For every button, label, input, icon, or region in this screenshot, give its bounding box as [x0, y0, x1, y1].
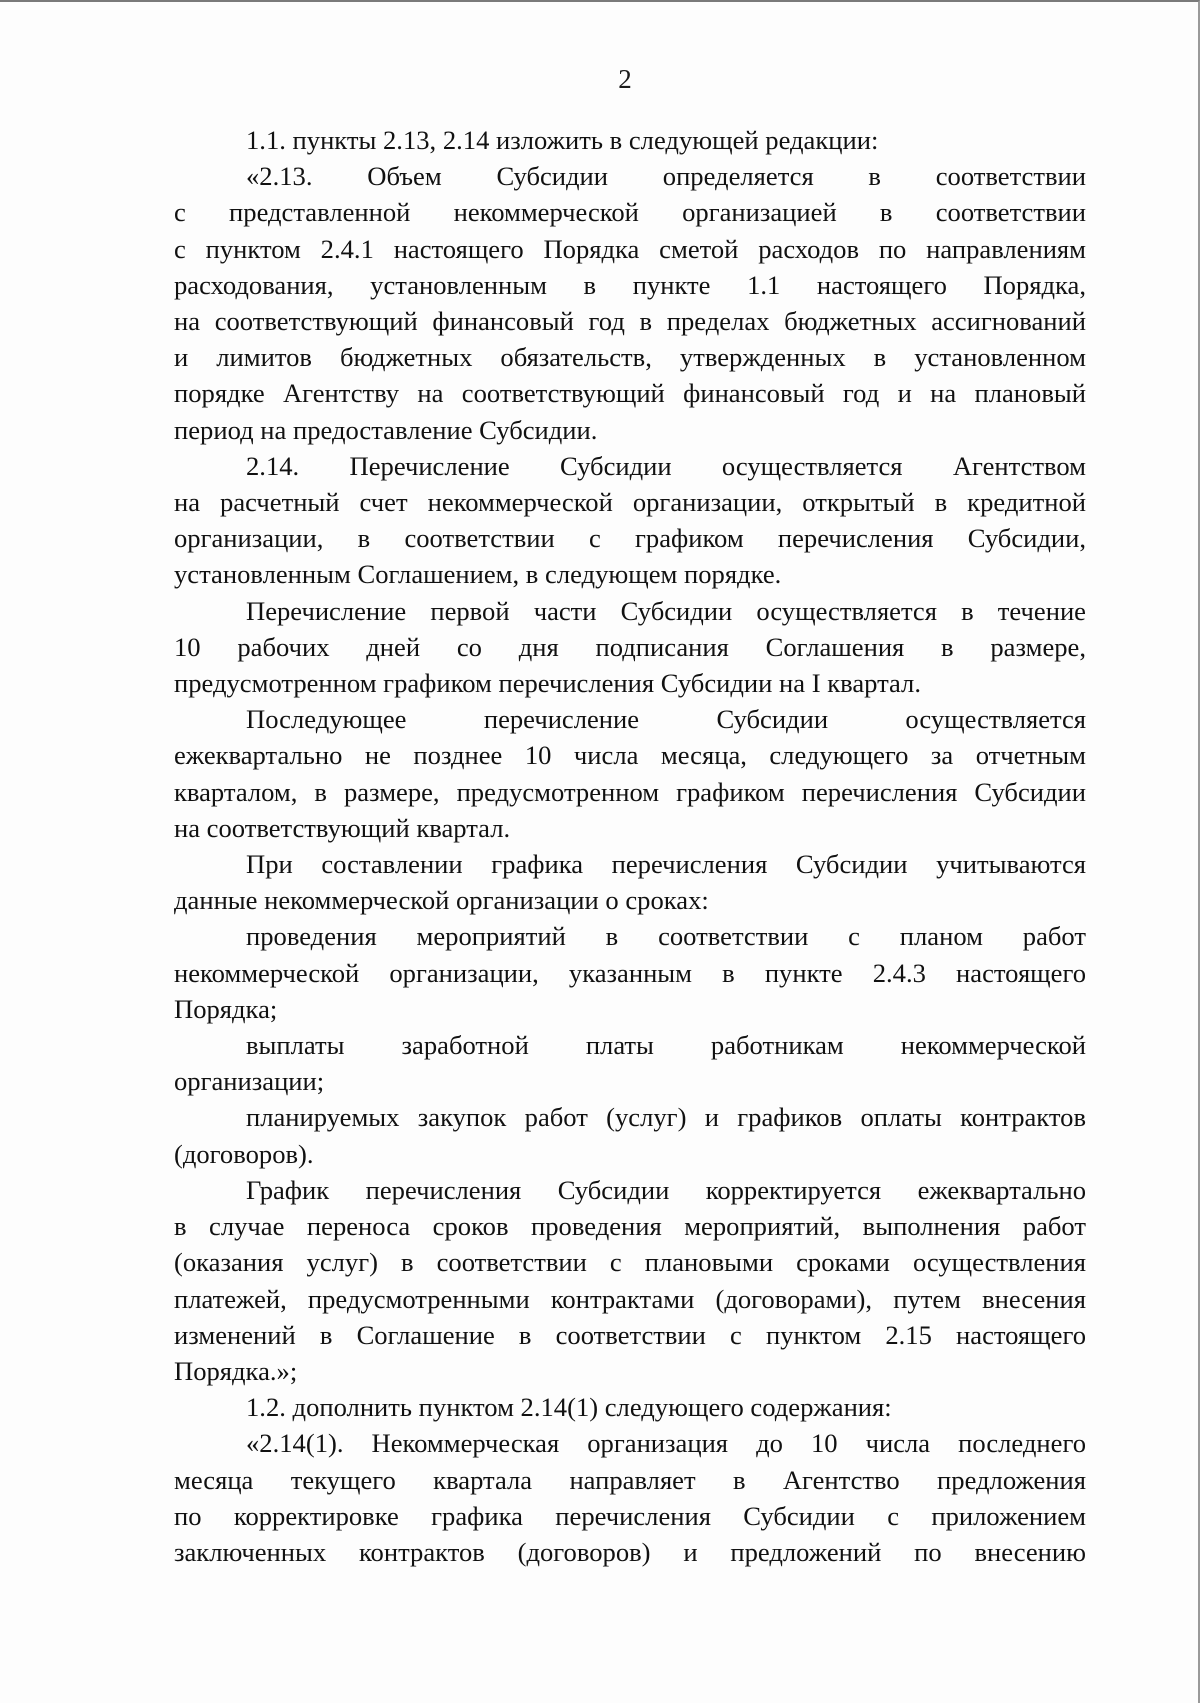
text-line: проведения мероприятий в соответствии с планом работ — [246, 921, 1086, 952]
text-line: с представленной некоммерческой организацией в соответствии — [174, 197, 1086, 228]
text-line: период на предоставление Субсидии. — [174, 414, 598, 445]
text-line: и лимитов бюджетных обязательств, утвержденных в установленном — [174, 342, 1086, 373]
text-line: месяца текущего квартала направляет в Агентство предложения — [174, 1464, 1086, 1495]
text-line: заключенных контрактов (договоров) и предложений по внесению — [174, 1536, 1086, 1567]
text-line: (договоров). — [174, 1138, 314, 1169]
text-line: расходования, установленным в пункте 1.1 настоящего Порядка, — [174, 269, 1086, 300]
text-line: ежеквартально не позднее 10 числа месяца, следующего за отчетным — [174, 740, 1086, 771]
text-line: с пунктом 2.4.1 настоящего Порядка сметой расходов по направлениям — [174, 233, 1086, 264]
text-line: организации, в соответствии с графиком перечисления Субсидии, — [174, 523, 1086, 554]
text-line: выплаты заработной платы работникам некоммерческой — [246, 1030, 1086, 1061]
text-line: платежей, предусмотренными контрактами (договорами), путем внесения — [174, 1283, 1086, 1314]
text-line: 2.14. Перечисление Субсидии осуществляется Агентством — [246, 450, 1086, 481]
text-line: по корректировке графика перечисления Субсидии с приложением — [174, 1500, 1086, 1531]
text-line: на расчетный счет некоммерческой организации, открытый в кредитной — [174, 487, 1086, 518]
text-line: 10 рабочих дней со дня подписания Соглашения в размере, — [174, 631, 1086, 662]
text-line: 1.1. пункты 2.13, 2.14 изложить в следующей редакции: — [246, 125, 879, 155]
text-line: «2.14(1). Некоммерческая организация до 10 числа последнего — [246, 1428, 1086, 1459]
text-line: данные некоммерческой организации о сроках: — [174, 885, 709, 916]
text-line: изменений в Соглашение в соответствии с пунктом 2.15 настоящего — [174, 1319, 1086, 1350]
page-number: 2 — [618, 64, 632, 94]
text-line: порядке Агентству на соответствующий финансовый год и на плановый — [174, 378, 1086, 409]
text-line: Перечисление первой части Субсидии осуществляется в течение — [246, 595, 1086, 626]
text-line: «2.13. Объем Субсидии определяется в соответствии — [246, 161, 1086, 192]
text-line: на соответствующий финансовый год в пределах бюджетных ассигнований — [174, 306, 1086, 337]
document-body — [174, 122, 1086, 1570]
text-line: Последующее перечисление Субсидии осуществляется — [246, 704, 1086, 735]
text-line: При составлении графика перечисления Субсидии учитываются — [246, 849, 1086, 880]
text-line: планируемых закупок работ (услуг) и графиков оплаты контрактов — [246, 1102, 1086, 1133]
text-line: 1.2. дополнить пунктом 2.14(1) следующего содержания: — [246, 1392, 892, 1423]
text-line: на соответствующий квартал. — [174, 812, 511, 843]
text-line: График перечисления Субсидии корректируется ежеквартально — [246, 1174, 1086, 1205]
text-line: в случае переноса сроков проведения мероприятий, выполнения работ — [174, 1211, 1086, 1242]
text-line: некоммерческой организации, указанным в пункте 2.4.3 настоящего — [174, 957, 1086, 988]
text-line: кварталом, в размере, предусмотренном графиком перечисления Субсидии — [174, 776, 1086, 807]
text-line: Порядка.»; — [174, 1355, 298, 1386]
text-line: организации; — [174, 1066, 325, 1097]
text-line: установленным Соглашением, в следующем порядке. — [174, 559, 782, 590]
text-line: Порядка; — [174, 993, 278, 1024]
text-line: (оказания услуг) в соответствии с плановыми сроками осуществления — [174, 1247, 1086, 1278]
text-line: предусмотренном графиком перечисления Субсидии на I квартал. — [174, 668, 921, 699]
